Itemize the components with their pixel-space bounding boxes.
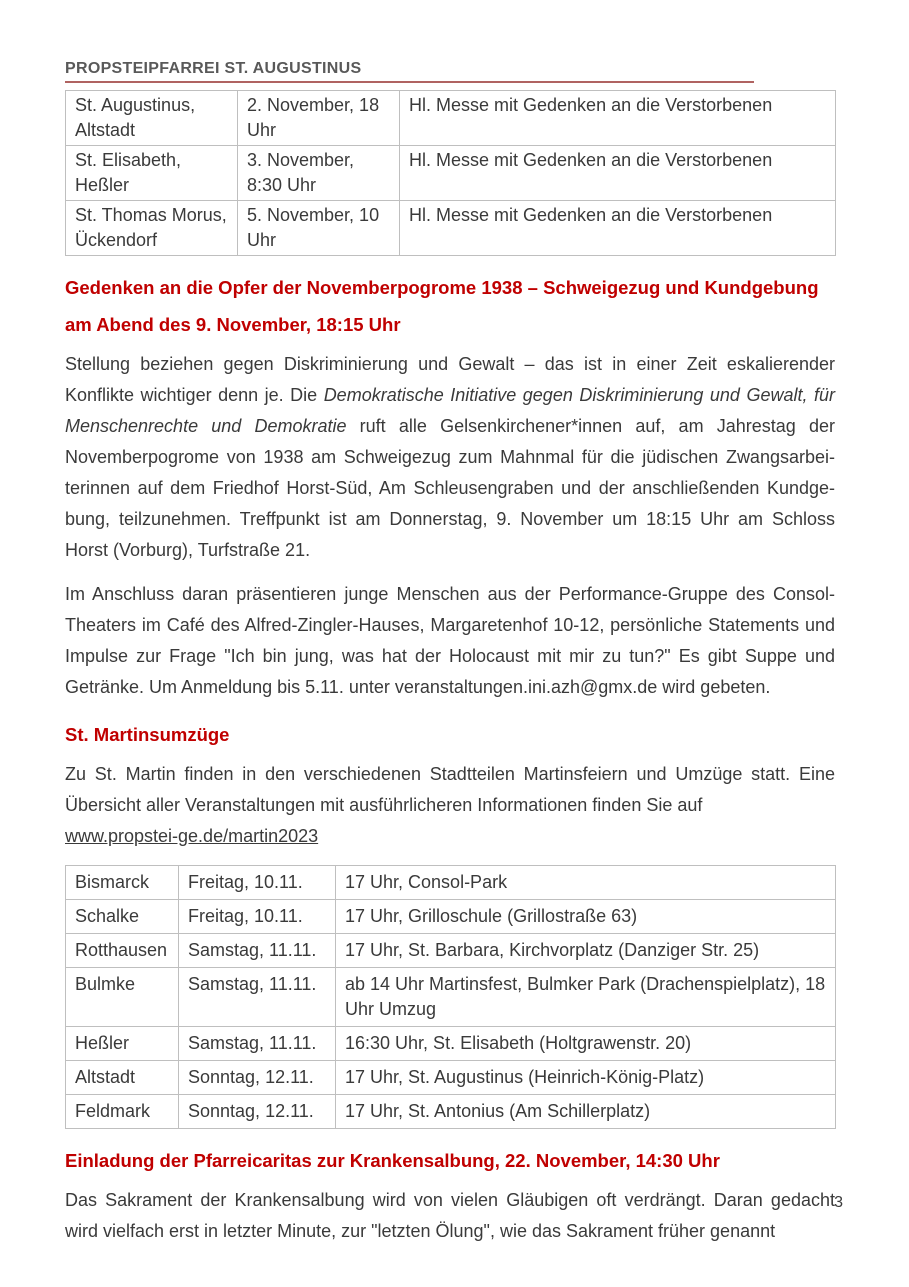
martin-events-table xyxy=(65,865,836,1129)
martin-2023-link[interactable]: www.propstei-ge.de/martin2023 xyxy=(65,826,319,846)
cell-location: St. Thomas Morus, Ückendorf xyxy=(66,201,238,256)
cell-district: Heßler xyxy=(66,1027,179,1061)
table-row xyxy=(66,91,836,146)
heading-krankensalbung: Einladung der Pfarreicaritas zur Krankensalbung, 22. November, 14:30 Uhr xyxy=(65,1150,720,1171)
martin-link-line xyxy=(65,821,835,852)
cell-date: Freitag, 10.11. xyxy=(179,866,336,900)
page-content xyxy=(65,60,835,1247)
cell-date: 3. November, 8:30 Uhr xyxy=(238,146,400,201)
document-header xyxy=(65,60,835,83)
table-row xyxy=(66,1061,836,1095)
cell-district: Schalke xyxy=(66,900,179,934)
table-row xyxy=(66,968,836,1027)
paragraph-consol-theater xyxy=(65,579,835,703)
cell-details: 17 Uhr, Grilloschule (Grillostraße 63) xyxy=(336,900,836,934)
paragraph-text: Im Anschluss daran präsentieren junge Menschen aus der Performance-Gruppe des Consol-Theaters im Café des Alfred-Zingler-Hauses, Margaretenhof 10-12, persönliche Statements und Impulse zur Frage "Ich bin jung, was hat der Holocaust mit mir zu tun?" Es gibt Suppe und Getränke. Um Anmeldung bis 5.11. unter xyxy=(65,584,835,697)
paragraph-novemberpogrome xyxy=(65,349,835,566)
paragraph-krankensalbung: Das Sakrament der Krankensalbung wird von vielen Gläubigen oft verdrängt. Daran gedacht wird vielfach erst in letzter Minute, zur "letzten Ölung", wie das Sakrament früher genannt xyxy=(65,1190,835,1241)
paragraph-text: wird gebeten. xyxy=(657,677,771,697)
cell-location: St. Elisabeth, Heßler xyxy=(66,146,238,201)
cell-event: Hl. Messe mit Gedenken an die Verstorbenen xyxy=(400,146,836,201)
table-row xyxy=(66,1095,836,1129)
table-row xyxy=(66,146,836,201)
cell-details: 17 Uhr, St. Augustinus (Heinrich-König-Platz) xyxy=(336,1061,836,1095)
cell-date: Samstag, 11.11. xyxy=(179,934,336,968)
cell-details: 17 Uhr, St. Barbara, Kirchvorplatz (Danziger Str. 25) xyxy=(336,934,836,968)
cell-date: Freitag, 10.11. xyxy=(179,900,336,934)
cell-district: Rotthausen xyxy=(66,934,179,968)
paragraph-text: ruft alle Gelsenkirchener*innen auf, am Jahrestag der Novemberpogrome von 1938 am Schweigezug zum Mahnmal für die jüdischen Zwangsarbeiterinnen auf dem Friedhof Horst-Süd, Am Schleusengraben und der anschließenden Kundgebung, teilzunehmen. Treffpunkt ist am Donnerstag, 9. November um 18:15 Uhr am Schloss Horst (Vorburg), Turfstraße 21. xyxy=(65,416,835,560)
paragraph-text: Stellung beziehen gegen Diskriminierung und Gewalt – das ist in einer Zeit eskalierender Konflikte wichtiger denn je. Die xyxy=(65,354,835,405)
paragraph-martinsumzuege: Zu St. Martin finden in den verschiedenen Stadtteilen Martinsfeiern und Umzüge statt. Eine Übersicht aller Veranstaltungen mit ausführlicheren Informationen finden Sie auf xyxy=(65,764,835,815)
cell-details: 16:30 Uhr, St. Elisabeth (Holtgrawenstr. 20) xyxy=(336,1027,836,1061)
cell-date: Sonntag, 12.11. xyxy=(179,1061,336,1095)
cell-location: St. Augustinus, Altstadt xyxy=(66,91,238,146)
cell-details: ab 14 Uhr Martinsfest, Bulmker Park (Drachenspielplatz), 18 Uhr Umzug xyxy=(336,968,836,1027)
cell-district: Feldmark xyxy=(66,1095,179,1129)
header-rule xyxy=(65,81,754,83)
cell-district: Bulmke xyxy=(66,968,179,1027)
table-row xyxy=(66,866,836,900)
cell-date: 5. November, 10 Uhr xyxy=(238,201,400,256)
cell-details: 17 Uhr, Consol-Park xyxy=(336,866,836,900)
initiative-name-italic: Demokratische Initiative gegen Diskriminierung und Gewalt, für Menschenrechte und Demokratie xyxy=(65,385,835,436)
cell-event: Hl. Messe mit Gedenken an die Verstorbenen xyxy=(400,201,836,256)
table-row xyxy=(66,934,836,968)
cell-date: Sonntag, 12.11. xyxy=(179,1095,336,1129)
cell-date: Samstag, 11.11. xyxy=(179,1027,336,1061)
email-address: veranstaltungen.ini.azh@gmx.de xyxy=(394,677,658,697)
heading-martinsumzuege: St. Martinsumzüge xyxy=(65,724,230,745)
table-row xyxy=(66,201,836,256)
table-row xyxy=(66,1027,836,1061)
page-number: 3 xyxy=(834,1194,843,1211)
page-title: PROPSTEIPFARREI ST. AUGUSTINUS xyxy=(65,60,362,77)
cell-event: Hl. Messe mit Gedenken an die Verstorbenen xyxy=(400,91,836,146)
cell-details: 17 Uhr, St. Antonius (Am Schillerplatz) xyxy=(336,1095,836,1129)
mass-schedule-table xyxy=(65,90,836,256)
cell-district: Altstadt xyxy=(66,1061,179,1095)
cell-date: Samstag, 11.11. xyxy=(179,968,336,1027)
cell-date: 2. November, 18 Uhr xyxy=(238,91,400,146)
table-row xyxy=(66,900,836,934)
cell-district: Bismarck xyxy=(66,866,179,900)
heading-novemberpogrome: Gedenken an die Opfer der Novemberpogrome 1938 – Schweigezug und Kundgebung am Abend des 9. November, 18:15 Uhr xyxy=(65,277,819,335)
